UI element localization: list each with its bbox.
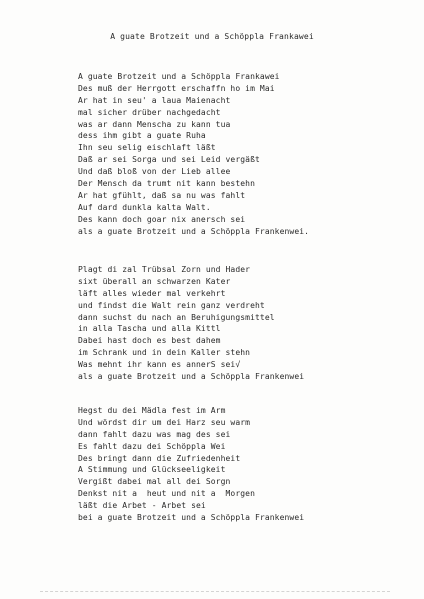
poem-line: was ar dann Menscha zu kann tua [78, 119, 231, 129]
poem-line: Und wördst dir um dei Harz seu warm [78, 417, 251, 427]
poem-line: Vergißt dabei mal all dei Sorgn [78, 477, 231, 487]
poem-line: Ihn seu selig eischlaft läßt [78, 143, 216, 153]
scan-edge-divider [40, 591, 390, 593]
poem-line: Daß ar sei Sorga und sei Leid vergäßt [78, 155, 260, 165]
poem-line: dann fahlt dazu was mag des sei [78, 429, 231, 439]
poem-line: im Schrank und in dein Kaller stehn [78, 348, 251, 358]
poem-line: läßt die Arbet - Arbet sei [78, 501, 206, 511]
poem-line: dess ihm gibt a guate Ruha [78, 131, 206, 141]
poem-line: bei a guate Brotzeit und a Schöppla Frankenwei [78, 513, 305, 523]
poem-line: Des muß der Herrgott erschaffn ho im Mai [78, 83, 275, 93]
poem-line: A guate Brotzeit und a Schöppla Frankawei [78, 72, 280, 81]
poem-line: mal sicher drüber nachgedacht [78, 107, 221, 117]
poem-line: sixt überall an schwarzen Kater [78, 276, 231, 286]
stanza-3 [78, 405, 304, 524]
stanza-2 [78, 264, 304, 383]
poem-line: Hegst du dei Mädla fest im Arm [78, 406, 226, 415]
poem-line: Denkst nit a heut und nit a Morgen [78, 489, 255, 499]
poem-line: Auf dard dunkla kalta Walt. [78, 202, 211, 212]
poem-line: Des bringt dann die Zufriedenheit [78, 453, 241, 463]
poem-line: Plagt di zal Trübsal Zorn und Hader [78, 265, 251, 274]
poem-line: und findst die Walt rein ganz verdreht [78, 300, 265, 310]
poem-line: Der Mensch da trumt nit kann bestehn [78, 179, 255, 189]
poem-title: A guate Brotzeit und a Schöppla Frankawei [110, 32, 314, 41]
poem-line: Was mehnt ihr kann es annerS sei√ [78, 360, 241, 370]
poem-line: Ar hat in seu' a laua Maienacht [78, 95, 231, 105]
poem-line: als a guate Brotzeit und a Schöppla Frankenwei. [78, 226, 310, 236]
poem-line: Dabei hast doch es best dahem [78, 336, 221, 346]
poem-line: in alla Tascha und alla Kittl [78, 324, 221, 334]
poem-line: Es fahlt dazu dei Schöppla Wei [78, 441, 226, 451]
poem-line: dann suchst du nach an Beruhigungsmittel [78, 312, 275, 322]
poem-line: A Stimmung und Glückseeligkeit [78, 465, 226, 475]
stanza-1 [78, 71, 309, 237]
poem-line: Ar hat gfühlt, daß sa nu was fahlt [78, 190, 246, 200]
poem-line: läft alles wieder mal verkehrt [78, 288, 226, 298]
poem-line: als a guate Brotzeit und a Schöppla Frankenwei [78, 372, 305, 382]
poem-line: Des kann doch goar nix anersch sei [78, 214, 246, 224]
poem-line: Und daß bloß von der Lieb allee [78, 167, 231, 177]
